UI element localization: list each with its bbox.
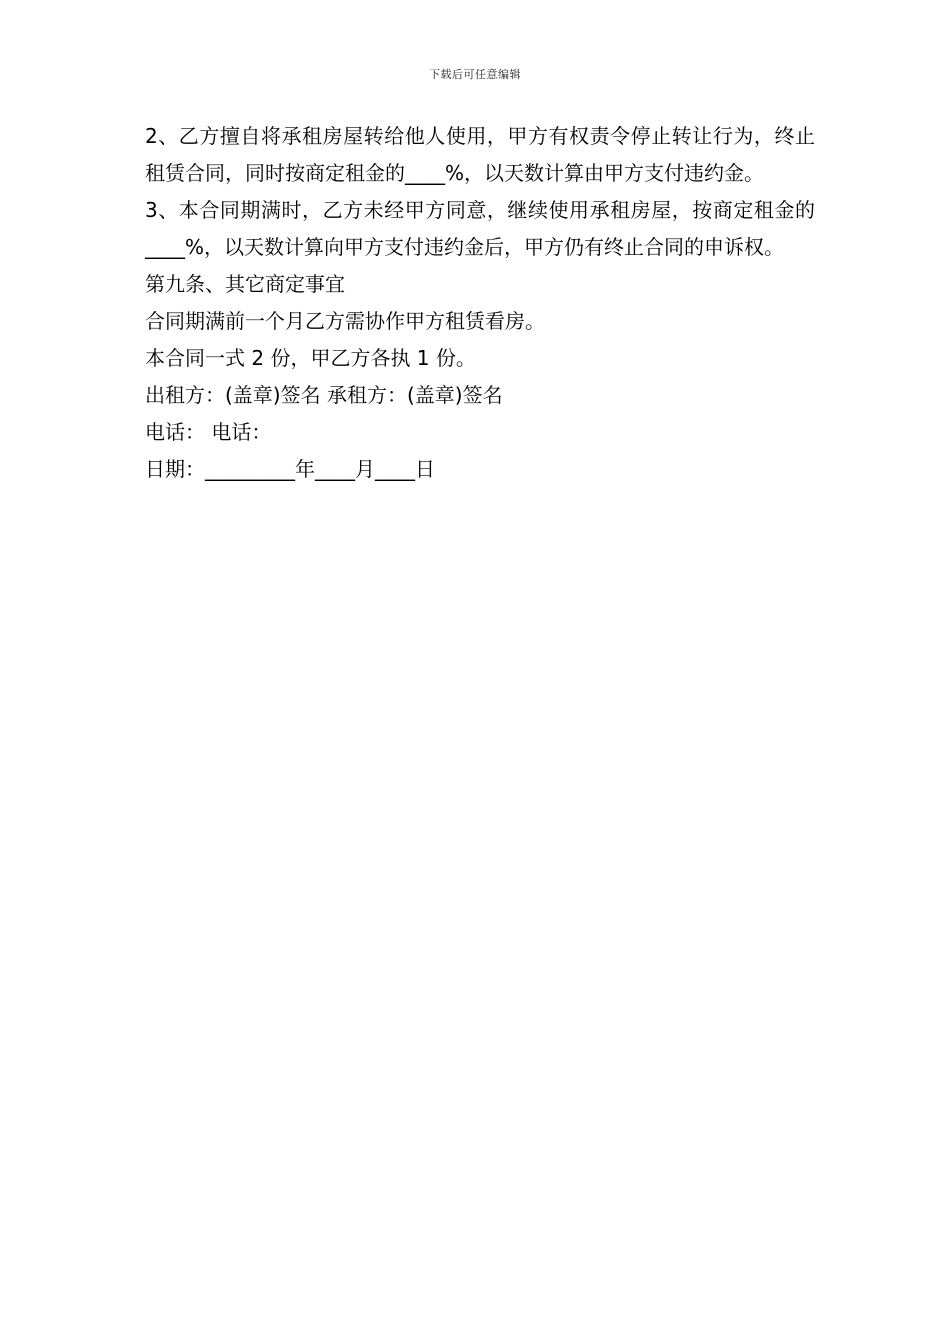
clause-sublease-penalty: 2、乙方擅自将承租房屋转给他人使用，甲方有权责令停止转让行为，终止租赁合同，同时按商定租金的____%，以天数计算由甲方支付违约金。 [145, 124, 815, 185]
signature-line: 出租方：(盖章)签名 承租方：(盖章)签名 [145, 383, 503, 407]
page-header-note: 下载后可任意编辑 [429, 68, 521, 81]
clause-copies: 本合同一式 2 份，甲乙方各执 1 份。 [145, 346, 476, 370]
document-body [145, 118, 815, 488]
article-nine-heading: 第九条、其它商定事宜 [145, 272, 345, 296]
clause-overstay-penalty: 3、本合同期满时，乙方未经甲方同意，继续使用承租房屋，按商定租金的____%，以天数计算向甲方支付违约金后，甲方仍有终止合同的申诉权。 [145, 198, 815, 259]
phone-line: 电话： 电话： [145, 420, 272, 444]
clause-viewing-cooperation: 合同期满前一个月乙方需协作甲方租赁看房。 [145, 309, 545, 333]
date-line: 日期：_________年____月____日 [145, 457, 435, 481]
